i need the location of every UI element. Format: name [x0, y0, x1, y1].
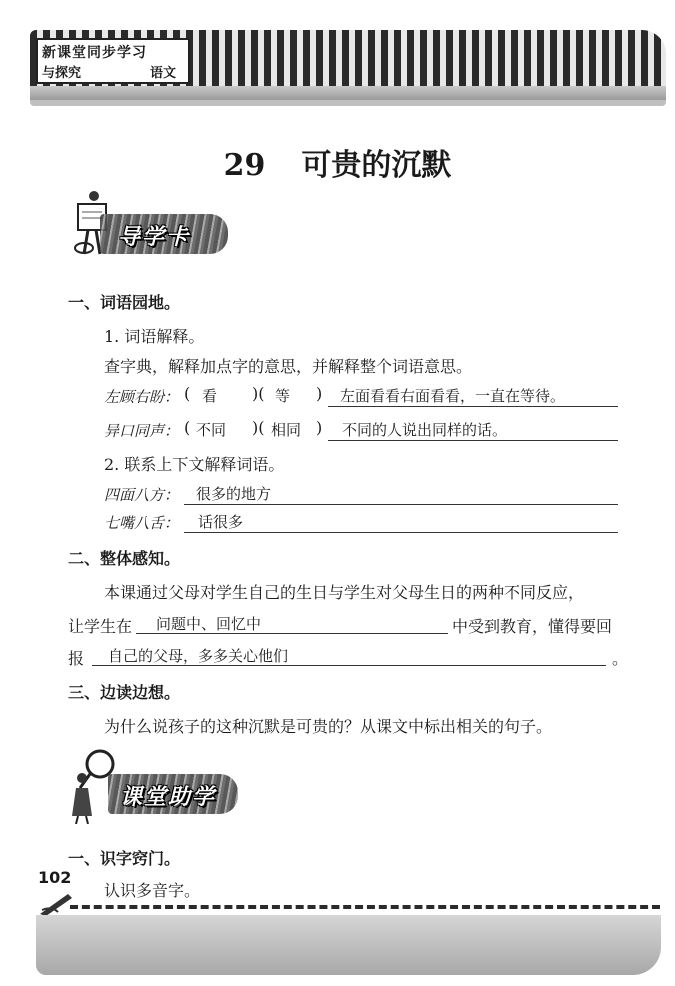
- row1-answer-line: [328, 406, 618, 407]
- part2-line2-prefix: 让学生在: [68, 617, 133, 636]
- series-name: 新课堂同步学习: [42, 45, 147, 61]
- row1-paren-close: ): [316, 384, 323, 403]
- lesson-title-text: 可贵的沉默: [301, 148, 452, 183]
- row1-meaning: 左面看看右面看看，一直在等待。: [340, 387, 566, 405]
- row1-answer-1: 看: [202, 387, 218, 405]
- part2-line3-answer: 自己的父母，多多关心他们: [108, 647, 289, 665]
- term-qizui-bashe: 七嘴八舌：: [104, 514, 180, 532]
- part2-line3-suffix: 。: [612, 649, 629, 668]
- part3-question: 为什么说孩子的这种沉默是可贵的？从课文中标出相关的句子。: [104, 717, 553, 736]
- classroom-help-banner-label: 课堂助学: [120, 785, 217, 810]
- row3-meaning: 很多的地方: [196, 485, 272, 503]
- term-yikou-tongsheng: 异口同声：: [104, 422, 180, 440]
- series-label-box: [36, 38, 190, 84]
- guide-banner: [70, 188, 230, 268]
- footer-band: [36, 915, 661, 975]
- row2-answer-1: 不同: [196, 421, 227, 439]
- row2-paren-open: (: [184, 418, 191, 437]
- classroom-help-banner: [70, 748, 240, 828]
- part4-item: 认识多音字。: [104, 881, 201, 900]
- part2-heading: 二、整体感知。: [68, 549, 181, 568]
- page-number: 102: [38, 868, 72, 887]
- part4-heading: 一、识字窍门。: [68, 849, 181, 868]
- part1-heading: 一、词语园地。: [68, 293, 181, 312]
- row2-meaning: 不同的人说出同样的话。: [342, 421, 508, 439]
- lesson-number: 29: [223, 148, 266, 183]
- row3-answer-line: [184, 504, 618, 505]
- row1-paren-mid: )(: [252, 384, 265, 403]
- pen-icon: [38, 888, 74, 918]
- row4-answer-line: [184, 532, 618, 533]
- footer-dotted-separator: [70, 905, 660, 909]
- series-name-line2: 与探究: [42, 66, 82, 81]
- term-simian-bafang: 四面八方：: [104, 486, 180, 504]
- q1-label: 1. 词语解释。: [104, 327, 205, 346]
- part2-line3-prefix: 报: [68, 649, 85, 668]
- row1-answer-2: 等: [275, 387, 291, 405]
- row2-paren-close: ): [316, 418, 323, 437]
- part2-line1: 本课通过父母对学生自己的生日与学生对父母生日的两种不同反应，: [104, 583, 585, 602]
- row2-paren-mid: )(: [252, 418, 265, 437]
- part2-line2-blank: [136, 633, 448, 634]
- q1-instruction: 查字典，解释加点字的意思，并解释整个词语意思。: [104, 357, 473, 376]
- row1-paren-open: (: [184, 384, 191, 403]
- term-zuogu-youpan: 左顾右盼：: [104, 388, 180, 406]
- part2-line2-suffix: 中受到教育，懂得要回: [452, 617, 613, 636]
- guide-banner-label: 导学卡: [118, 225, 191, 250]
- part2-line3-blank: [92, 665, 606, 666]
- lesson-title: [0, 140, 675, 184]
- row2-answer-line: [328, 440, 618, 441]
- row2-answer-2: 相同: [271, 421, 302, 439]
- row4-meaning: 话很多: [198, 513, 244, 531]
- subject-label: 语文: [150, 66, 177, 81]
- part2-line2-answer: 问题中、回忆中: [156, 615, 262, 633]
- part3-heading: 三、边读边想。: [68, 683, 181, 702]
- q2-label: 2. 联系上下文解释词语。: [104, 455, 285, 474]
